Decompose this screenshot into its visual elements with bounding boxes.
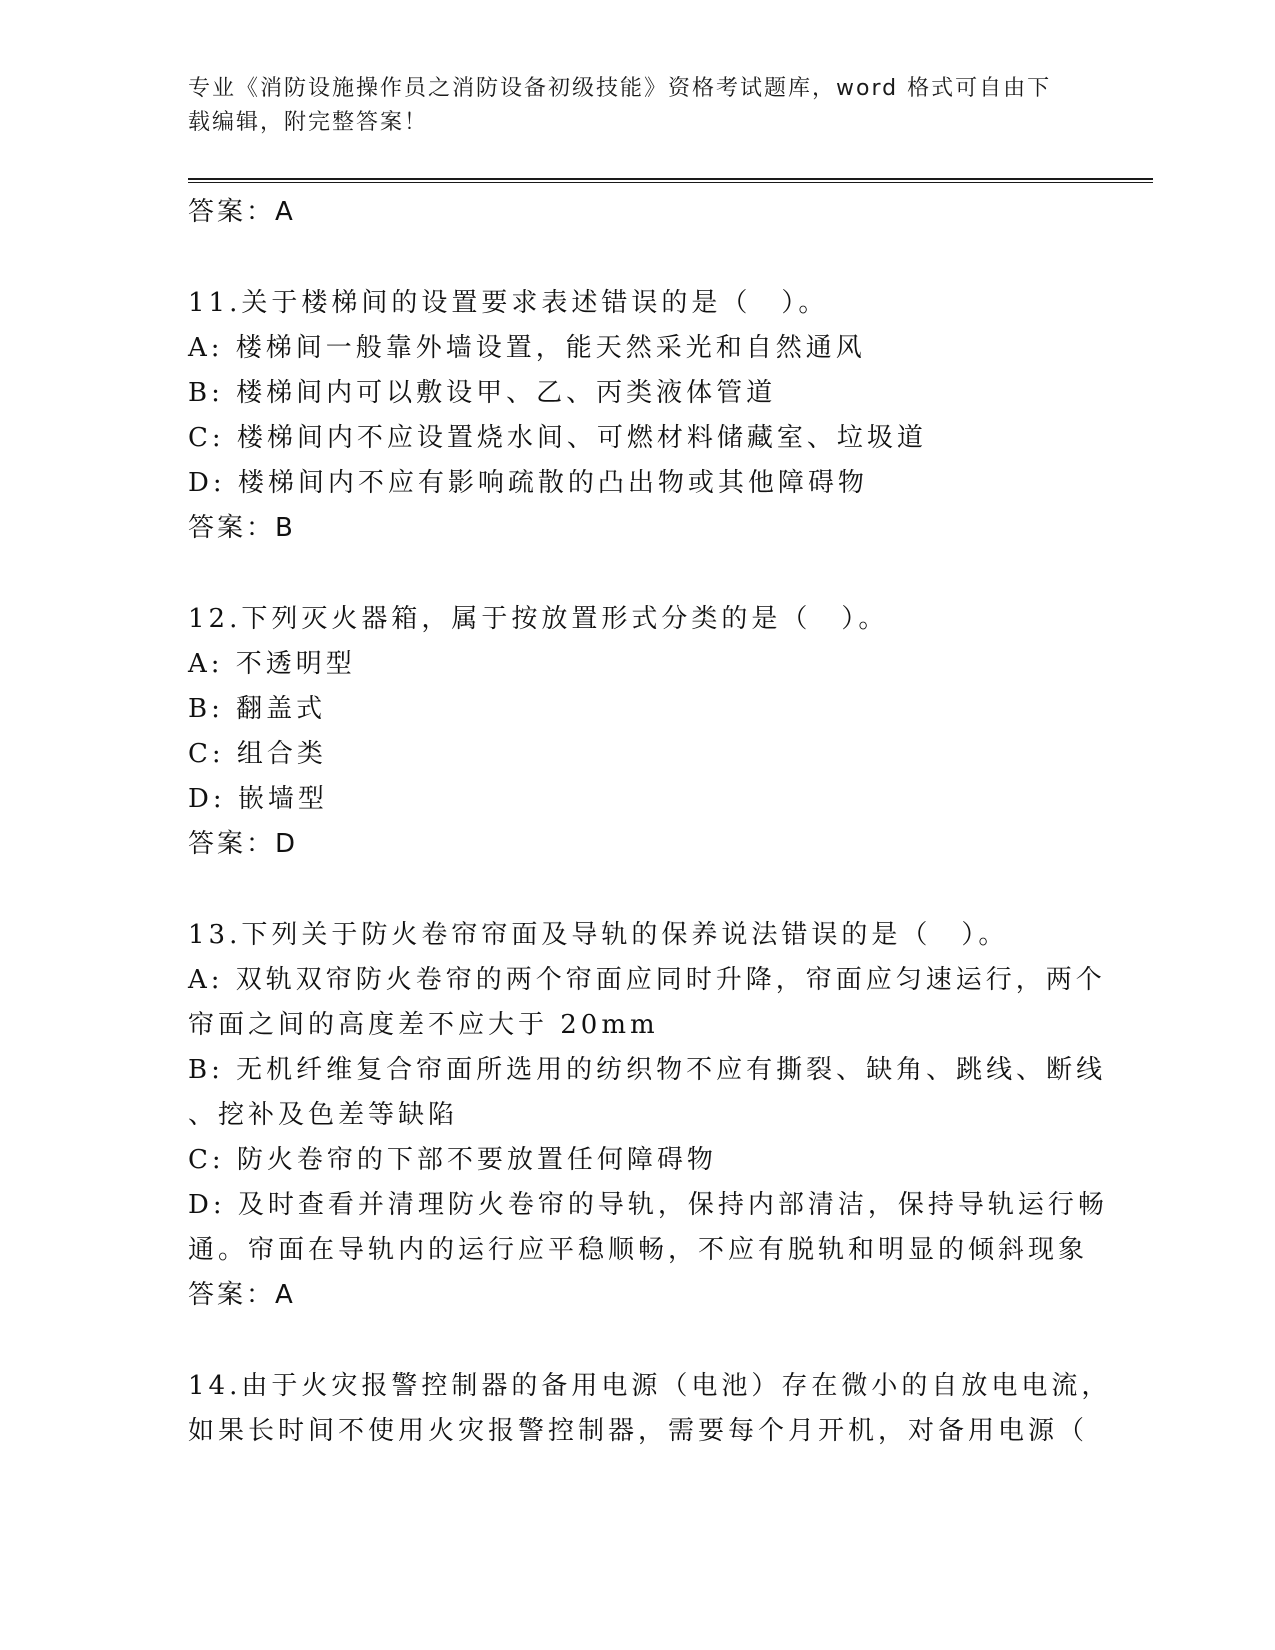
questions-container: [188, 281, 1112, 1454]
previous-answer: [188, 190, 1088, 235]
option-line: C: 楼梯间内不应设置烧水间、可燃材料储藏室、垃圾道: [188, 423, 927, 453]
question-option: [188, 1048, 1107, 1138]
question-option: [188, 732, 1088, 777]
option-line: D: 嵌墙型: [188, 784, 328, 814]
question-stem: 12.下列灭火器箱，属于按放置形式分类的是（ ）。: [188, 604, 889, 634]
answer-prefix: 答案：: [188, 1280, 276, 1310]
page-header: [188, 72, 1068, 140]
question-option: [188, 1183, 1108, 1273]
option-line: A: 楼梯间一般靠外墙设置，能天然采光和自然通风: [188, 333, 866, 363]
answer-value: A: [275, 1280, 296, 1310]
question-list: [188, 190, 1112, 1454]
question-option: [188, 371, 1088, 416]
option-line: C: 组合类: [188, 739, 327, 769]
option-line: 通。帘面在导轨内的运行应平稳顺畅，不应有脱轨和明显的倾斜现象: [188, 1235, 1089, 1265]
question-option: [188, 687, 1088, 732]
spacer: [188, 867, 1088, 913]
question-stem: 11.关于楼梯间的设置要求表述错误的是（ ）。: [188, 288, 829, 318]
option-line: D: 及时查看并清理防火卷帘的导轨，保持内部清洁，保持导轨运行畅: [188, 1190, 1108, 1220]
question-stem: 如果长时间不使用火灾报警控制器，需要每个月开机，对备用电源（: [188, 1416, 1089, 1446]
question-answer: [188, 822, 1088, 867]
question-option: [188, 958, 1106, 1048]
option-line: B: 翻盖式: [188, 694, 327, 724]
answer-value: D: [275, 829, 299, 859]
spacer: [188, 551, 1088, 597]
answer-value: B: [275, 513, 296, 543]
header-line-1: 专业《消防设施操作员之消防设备初级技能》资格考试题库，word 格式可自由下: [188, 76, 1052, 101]
option-line: C: 防火卷帘的下部不要放置任何障碍物: [188, 1145, 717, 1175]
option-line: B: 楼梯间内可以敷设甲、乙、丙类液体管道: [188, 378, 777, 408]
question-option: [188, 461, 1088, 506]
question-block: [188, 913, 1108, 1364]
question-option: [188, 642, 1088, 687]
header-line-2: 载编辑，附完整答案！: [188, 110, 429, 135]
spacer: [188, 235, 1088, 281]
option-line: 帘面之间的高度差不应大于 20mm: [188, 1010, 659, 1040]
question-option: [188, 416, 1088, 461]
option-line: D: 楼梯间内不应有影响疏散的凸出物或其他障碍物: [188, 468, 868, 498]
question-stem: 13.下列关于防火卷帘帘面及导轨的保养说法错误的是（ ）。: [188, 920, 1009, 950]
header-rule-thick: [188, 178, 1153, 180]
answer-value: A: [275, 197, 296, 227]
question-stem: 14.由于火灾报警控制器的备用电源（电池）存在微小的自放电电流，: [188, 1371, 1112, 1401]
question-block: [188, 1364, 1112, 1454]
option-line: A: 不透明型: [188, 649, 356, 679]
question-answer: [188, 1273, 1088, 1318]
question-option: [188, 777, 1088, 822]
header-rule-thin: [188, 182, 1153, 183]
spacer: [188, 1318, 1088, 1364]
option-line: 、挖补及色差等缺陷: [188, 1100, 459, 1130]
option-line: A: 双轨双帘防火卷帘的两个帘面应同时升降，帘面应匀速运行，两个: [188, 965, 1106, 995]
answer-prefix: 答案：: [188, 197, 276, 227]
option-line: B: 无机纤维复合帘面所选用的纺织物不应有撕裂、缺角、跳线、断线: [188, 1055, 1107, 1085]
question-block: [188, 597, 1088, 913]
question-answer: [188, 506, 1088, 551]
question-block: [188, 281, 1088, 597]
answer-prefix: 答案：: [188, 829, 276, 859]
answer-prefix: 答案：: [188, 513, 276, 543]
question-option: [188, 1138, 1088, 1183]
question-option: [188, 326, 1088, 371]
